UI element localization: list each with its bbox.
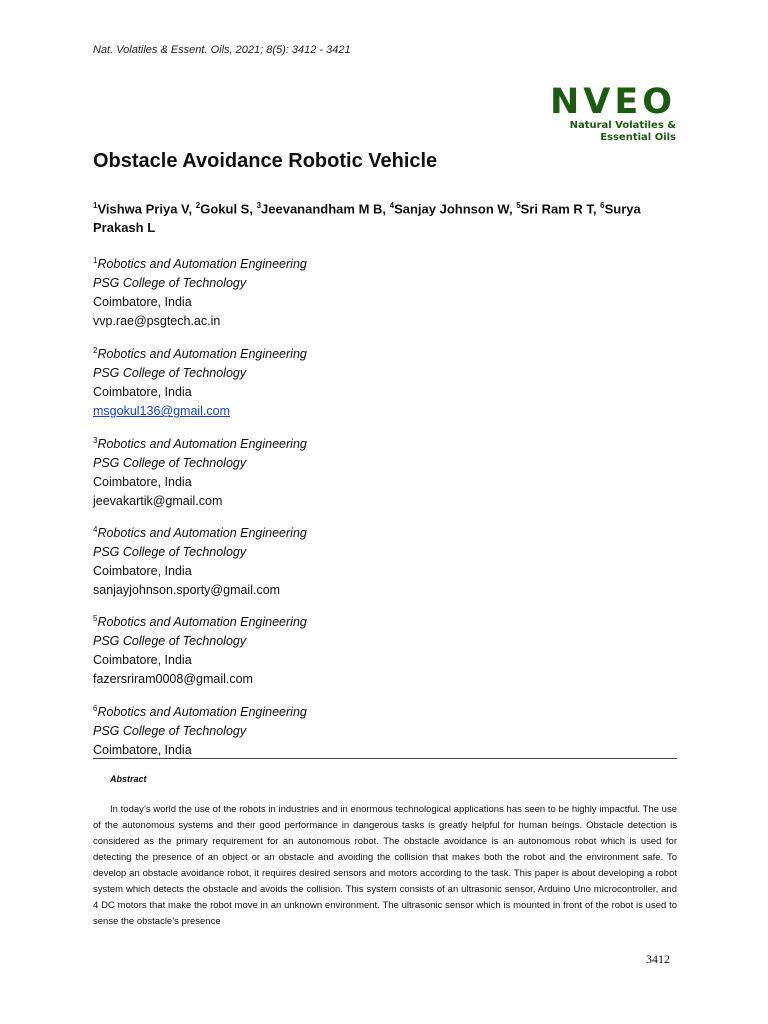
author-name: Gokul S: [200, 201, 250, 217]
email-link[interactable]: msgokul136@gmail.com: [93, 404, 231, 419]
affiliation-department: $^4$Robotics and Automation Engineering: [93, 525, 307, 541]
journal-reference: Nat. Volatiles & Essent. Oils, 2021; 8(5): 3412 - 3421: [93, 44, 351, 56]
nveo-logo: [540, 84, 676, 144]
affiliation-department: $^2$Robotics and Automation Engineering: [93, 346, 307, 362]
affiliation-5: [93, 609, 307, 689]
author-name: Jeevanandham M B: [261, 201, 383, 217]
affiliation-email: jeevakartik@gmail.com: [93, 494, 223, 509]
affiliation-institution: PSG College of Technology: [93, 366, 247, 381]
abstract-text: In today’s world the use of the robots in industries and in enormous technological applications has seen to be highly impactful. The use of the autonomous systems and their good performance in dangerous tasks is greatly helpful for human beings. Obstacle detection is considered as the primary requirement for an autonomous robot. The obstacle avoidance is an autonomous robot which is used for detecting the presence of an object or an obstacle and avoiding the collision that makes both the robot and the environment safe. To develop an obstacle avoidance robot, it requires desired sensors and motors according to the task. This paper is about developing a robot system which detects the obstacle and avoids the collision. This system consists of an ultrasonic sensor, Arduino Uno microcontroller, and 4 DC motors that make the robot move in an unknown environment. The ultrasonic sensor which is mounted in front of the robot is used to sense the obstacle’s presence: [93, 804, 677, 927]
logo-subtitle-line-1: Natural Volatiles &: [569, 120, 676, 131]
author-name: Surya Prakash L: [93, 201, 641, 236]
paper-title: Obstacle Avoidance Robotic Vehicle: [93, 150, 438, 172]
affiliation-6: [93, 699, 307, 760]
affiliation-department: $^6$Robotics and Automation Engineering: [93, 704, 307, 720]
affiliation-location: Coimbatore, India: [93, 743, 192, 758]
affiliation-2: [93, 341, 307, 421]
affiliation-email: fazersriram0008@gmail.com: [93, 672, 253, 687]
affiliation-department: $^3$Robotics and Automation Engineering: [93, 436, 307, 452]
affiliation-4: [93, 520, 307, 600]
affiliation-institution: PSG College of Technology: [93, 724, 247, 739]
affiliation-institution: PSG College of Technology: [93, 634, 247, 649]
affiliation-email: sanjayjohnson.sporty@gmail.com: [93, 583, 281, 598]
abstract-heading: Abstract: [110, 774, 147, 784]
logo-wordmark: NVEO: [549, 82, 676, 122]
affiliation-location: Coimbatore, India: [93, 295, 192, 310]
affiliation-institution: PSG College of Technology: [93, 456, 247, 471]
section-divider: [93, 758, 677, 759]
affiliation-location: Coimbatore, India: [93, 653, 192, 668]
affiliation-department: $^5$Robotics and Automation Engineering: [93, 614, 307, 630]
page-number: 3412: [646, 952, 670, 966]
affiliation-department: $^1$Robotics and Automation Engineering: [93, 256, 307, 272]
affiliation-location: Coimbatore, India: [93, 385, 192, 400]
affiliation-institution: PSG College of Technology: [93, 545, 247, 560]
author-name: Sri Ram R T: [520, 201, 593, 217]
author-name: Sanjay Johnson W: [394, 201, 509, 217]
author-list: $^1$Vishwa Priya V, $^2$Gokul S, $^3$Jeevanandham M B, $^4$Sanjay Johnson W, $^5$Sri Ram R T, $^6$Surya Prakash L: [93, 201, 641, 236]
logo-subtitle-line-2: Essential Oils: [600, 132, 676, 143]
affiliation-institution: PSG College of Technology: [93, 276, 247, 291]
affiliation-email: vvp.rae@psgtech.ac.in: [93, 314, 221, 329]
affiliation-1: [93, 251, 307, 331]
affiliation-location: Coimbatore, India: [93, 475, 192, 490]
affiliation-location: Coimbatore, India: [93, 564, 192, 579]
affiliation-3: [93, 431, 307, 511]
author-name: Vishwa Priya V: [97, 201, 189, 217]
